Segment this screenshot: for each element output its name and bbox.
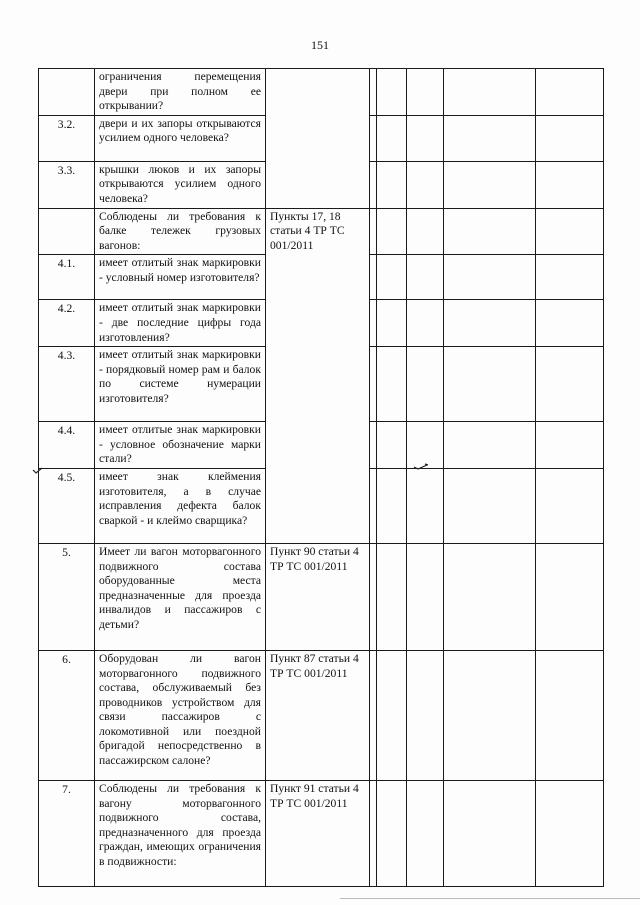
requirement-text: двери и их запоры открываются усилием одного человека?: [95, 115, 266, 161]
spacer-cell: [370, 300, 377, 347]
row-number: 4.3.: [39, 347, 95, 422]
answer-yes-cell: [377, 208, 407, 255]
answer-no-cell: [407, 780, 444, 886]
row-number: 3.2.: [39, 115, 95, 161]
row-number: 4.2.: [39, 300, 95, 347]
answer-no-cell: [407, 300, 444, 347]
answer-na-cell: [444, 543, 536, 650]
answer-na-cell: [444, 255, 536, 300]
answer-yes-cell: [377, 300, 407, 347]
requirement-text: имеет отлитый знак маркировки - порядковый номер рам и балок по системе нумерации изготовителя?: [95, 347, 266, 422]
reference-cell: Пункт 90 статьи 4 ТР ТС 001/2011: [266, 543, 370, 650]
row-number: 5.: [39, 543, 95, 650]
requirement-text: ограничения перемещения двери при полном ее открывании?: [95, 69, 266, 116]
table-row: [39, 69, 604, 116]
answer-yes-cell: [377, 347, 407, 422]
row-number: 7.: [39, 780, 95, 886]
row-number: 6.: [39, 650, 95, 780]
spacer-cell: [370, 255, 377, 300]
answer-yes-cell: [377, 543, 407, 650]
answer-yes-cell: [377, 161, 407, 208]
spacer-cell: [370, 347, 377, 422]
remark-cell: [536, 650, 604, 780]
spacer-cell: [370, 468, 377, 543]
answer-no-cell: [407, 468, 444, 543]
answer-no-cell: [407, 69, 444, 116]
answer-no-cell: [407, 650, 444, 780]
answer-na-cell: [444, 115, 536, 161]
reference-cell: Пункты 17, 18 статьи 4 ТР ТС 001/2011: [266, 208, 370, 543]
requirement-text: имеет отлитый знак маркировки - условный номер изготовителя?: [95, 255, 266, 300]
answer-na-cell: [444, 468, 536, 543]
scan-edge-line: [340, 898, 640, 899]
requirement-text: имеет знак клеймения изготовителя, а в случае исправления дефекта балок сваркой - и клеймо сварщика?: [95, 468, 266, 543]
spacer-cell: [370, 780, 377, 886]
reference-cell: [266, 69, 370, 209]
reference-cell: Пункт 87 статьи 4 ТР ТС 001/2011: [266, 650, 370, 780]
answer-yes-cell: [377, 468, 407, 543]
row-number: [39, 208, 95, 255]
page-number: 151: [311, 38, 329, 52]
row-number: 4.5.: [39, 468, 95, 543]
answer-yes-cell: [377, 255, 407, 300]
row-number: 4.4.: [39, 422, 95, 469]
answer-no-cell: [407, 255, 444, 300]
checklist-table: [38, 68, 604, 887]
remark-cell: [536, 208, 604, 255]
row-number: 3.3.: [39, 161, 95, 208]
table-row: [39, 780, 604, 886]
answer-no-cell: [407, 161, 444, 208]
spacer-cell: [370, 161, 377, 208]
spacer-cell: [370, 543, 377, 650]
answer-yes-cell: [377, 115, 407, 161]
spacer-cell: [370, 650, 377, 780]
answer-na-cell: [444, 347, 536, 422]
answer-yes-cell: [377, 650, 407, 780]
remark-cell: [536, 255, 604, 300]
answer-na-cell: [444, 69, 536, 116]
handwritten-tick-icon: [32, 466, 44, 476]
answer-yes-cell: [377, 780, 407, 886]
remark-cell: [536, 300, 604, 347]
answer-no-cell: [407, 115, 444, 161]
answer-na-cell: [444, 208, 536, 255]
answer-na-cell: [444, 422, 536, 469]
spacer-cell: [370, 115, 377, 161]
spacer-cell: [370, 208, 377, 255]
requirement-text: Соблюдены ли требования к балке тележек грузовых вагонов:: [95, 208, 266, 255]
answer-yes-cell: [377, 422, 407, 469]
remark-cell: [536, 347, 604, 422]
requirement-text: крышки люков и их запоры открываются усилием одного человека?: [95, 161, 266, 208]
answer-na-cell: [444, 780, 536, 886]
handwritten-check-mark-icon: [413, 462, 429, 472]
requirement-text: Оборудован ли вагон моторвагонного подвижного состава, обслуживаемый без проводников устройством для связи пассажиров с локомотивной или поездной бригадой непосредственно в пассажирском салоне?: [95, 650, 266, 780]
table-row: [39, 543, 604, 650]
remark-cell: [536, 780, 604, 886]
remark-cell: [536, 468, 604, 543]
answer-na-cell: [444, 300, 536, 347]
answer-no-cell: [407, 208, 444, 255]
requirement-text: имеет отлитые знак маркировки - условное обозначение марки стали?: [95, 422, 266, 469]
requirement-text: Соблюдены ли требования к вагону моторвагонного подвижного состава, предназначенного для проезда граждан, имеющих ограничения в подвижности:: [95, 780, 266, 886]
row-number: [39, 69, 95, 116]
reference-cell: Пункт 91 статьи 4 ТР ТС 001/2011: [266, 780, 370, 886]
spacer-cell: [370, 69, 377, 116]
remark-cell: [536, 69, 604, 116]
answer-no-cell: [407, 543, 444, 650]
requirement-text: Имеет ли вагон моторвагонного подвижного состава оборудованные места предназначенные для проезда инвалидов и пассажиров с детьми?: [95, 543, 266, 650]
table-row: [39, 650, 604, 780]
remark-cell: [536, 161, 604, 208]
requirement-text: имеет отлитый знак маркировки - две последние цифры года изготовления?: [95, 300, 266, 347]
remark-cell: [536, 422, 604, 469]
answer-na-cell: [444, 161, 536, 208]
remark-cell: [536, 115, 604, 161]
answer-no-cell: [407, 347, 444, 422]
row-number: 4.1.: [39, 255, 95, 300]
answer-na-cell: [444, 650, 536, 780]
spacer-cell: [370, 422, 377, 469]
remark-cell: [536, 543, 604, 650]
answer-yes-cell: [377, 69, 407, 116]
table-row: [39, 208, 604, 255]
